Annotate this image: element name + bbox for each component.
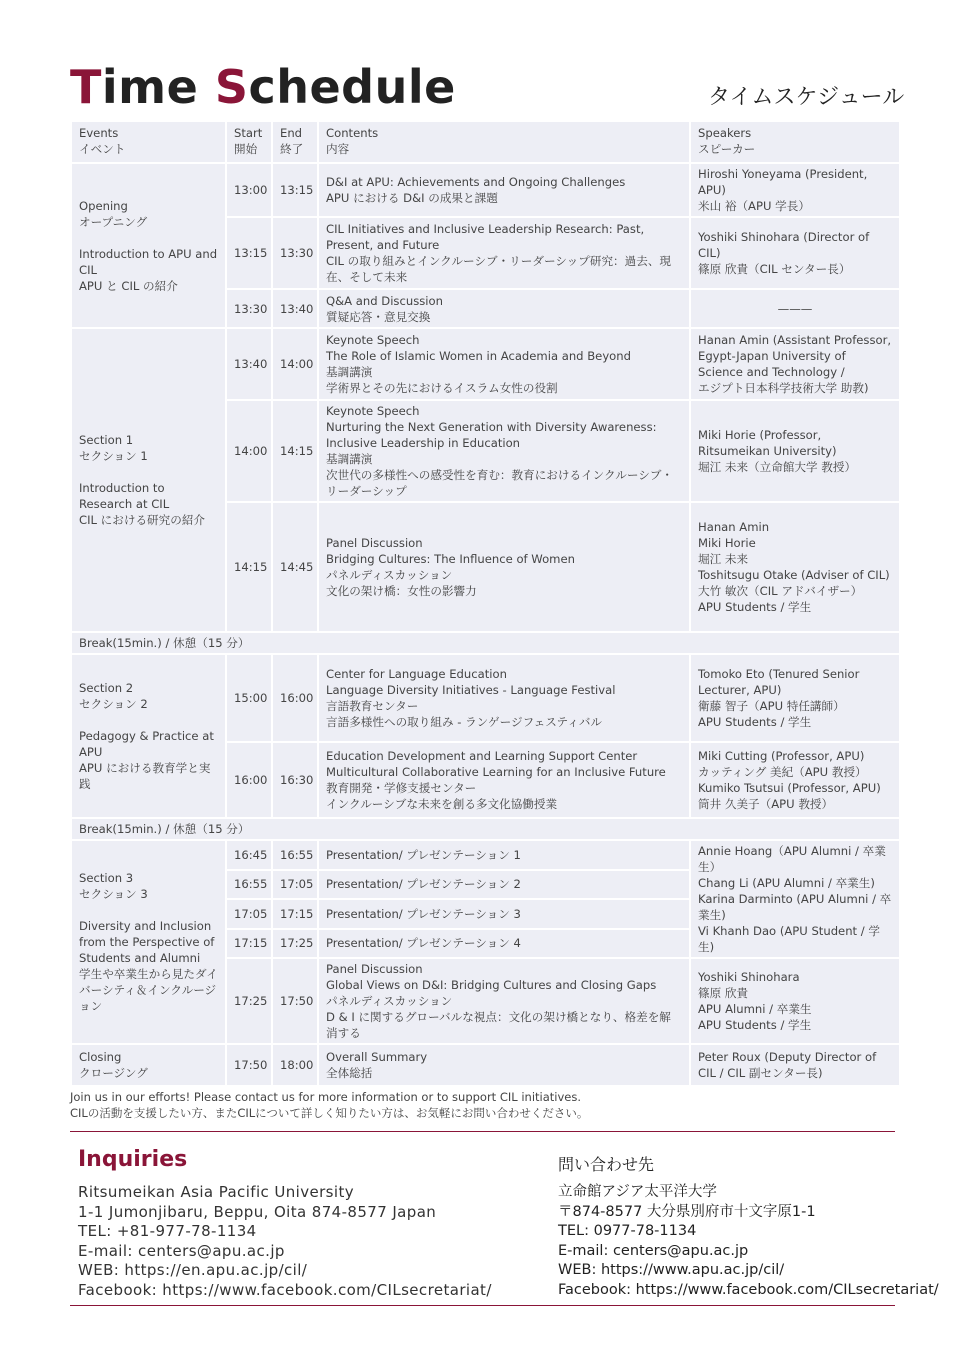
start-time: 17:50 [227, 1045, 271, 1085]
end-time: 17:05 [273, 871, 317, 899]
inquiries-english [78, 1183, 492, 1300]
start-time: 16:45 [227, 841, 271, 869]
break-row [72, 819, 899, 839]
end-time: 16:00 [273, 655, 317, 741]
end-time: 13:30 [273, 218, 317, 288]
inquiries-jp-title: 問い合わせ先 [558, 1155, 655, 1174]
content-cell: Overall Summary 全体総括 [319, 1045, 689, 1085]
start-time: 14:00 [227, 401, 271, 501]
speaker-cell: Annie Hoang（APU Alumni / 卒業生） Chang Li (APU Alumni / 卒業生) Karina Darminto (APU Alumni / 卒業生) Vi Khanh Dao (APU Student / 学生) [691, 841, 899, 957]
end-time: 17:25 [273, 930, 317, 958]
table-row [72, 164, 899, 216]
support-note [70, 1089, 588, 1121]
speaker-cell: Yoshiki Shinohara (Director of CIL) 篠原 欣貴（CIL センター長） [691, 218, 899, 288]
support-note-en: Join us in our efforts! Please contact us for more information or to support CIL initiatives. [70, 1090, 581, 1104]
content-cell: Presentation/ プレゼンテーション 1 [319, 841, 689, 869]
event-closing: Closing クロージング [72, 1045, 225, 1085]
speaker-cell: Miki Cutting (Professor, APU) カッティング 美紀（APU 教授） Kumiko Tsutsui (Professor, APU) 筒井 久美子（APU 教授） [691, 743, 899, 817]
speaker-cell: Yoshiki Shinohara 篠原 欣貴 APU Alumni / 卒業生 APU Students / 学生 [691, 959, 899, 1043]
start-time: 17:05 [227, 900, 271, 928]
page-subtitle: タイムスケジュール [708, 85, 905, 110]
end-time: 16:55 [273, 841, 317, 869]
end-time: 13:15 [273, 164, 317, 216]
end-time: 18:00 [273, 1045, 317, 1085]
event-opening: Opening オープニング Introduction to APU and CIL APU と CIL の紹介 [72, 164, 225, 327]
header-speakers: Speakers スピーカー [691, 122, 899, 162]
event-section-2: Section 2 セクション 2 Pedagogy & Practice at APU APU における教育学と実践 [72, 655, 225, 817]
speaker-dash: ——— [777, 301, 813, 316]
speaker-cell: Peter Roux (Deputy Director of CIL / CIL 副センター長) [691, 1045, 899, 1085]
end-time: 14:00 [273, 329, 317, 399]
end-time: 13:40 [273, 290, 317, 327]
content-cell: Center for Language Education Language Diversity Initiatives - Language Festival 言語教育センター 言語多様性への取り組み - ランゲージフェスティバル [319, 655, 689, 741]
inquiry-line[interactable]: WEB: https://www.apu.ac.jp/cil/ [558, 1262, 785, 1278]
end-time: 16:30 [273, 743, 317, 817]
header-contents: Contents 内容 [319, 122, 689, 162]
inquiry-line: 立命館アジア太平洋大学 [558, 1184, 717, 1200]
header-end: End 終了 [273, 122, 317, 162]
start-time: 16:55 [227, 871, 271, 899]
speaker-cell: Hanan Amin (Assistant Professor, Egypt-Japan University of Science and Technology / エジプト日本科学技術大学 助教) [691, 329, 899, 399]
content-cell: Education Development and Learning Support Center Multicultural Collaborative Learning for an Inclusive Future 教育開発・学修支援センター インクルーシブな未来を創る多文化協働授業 [319, 743, 689, 817]
title-letter-s: S [214, 60, 249, 114]
inquiry-line: TEL: +81-977-78-1134 [78, 1222, 257, 1240]
inquiries-title: Inquiries [78, 1147, 188, 1172]
start-time: 13:40 [227, 329, 271, 399]
content-cell: CIL Initiatives and Inclusive Leadership Research: Past, Present, and Future CIL の取り組みとインクルーシブ・リーダーシップ研究：過去、現在、そして未来 [319, 218, 689, 288]
content-cell: Keynote Speech The Role of Islamic Women in Academia and Beyond 基調講演 学術界とその先におけるイスラム女性の役割 [319, 329, 689, 399]
header-events: Events イベント [72, 122, 225, 162]
inquiries-japanese [558, 1183, 939, 1300]
end-time: 17:15 [273, 900, 317, 928]
start-time: 15:00 [227, 655, 271, 741]
inquiry-line[interactable]: E-mail: centers@apu.ac.jp [78, 1241, 285, 1260]
title-part: ime [101, 60, 215, 114]
table-header-row [72, 122, 899, 162]
inquiry-line[interactable]: Facebook: https://www.facebook.com/CILsecretariat/ [78, 1280, 492, 1299]
inquiry-line: 〒874-8577 大分県別府市十文字原1-1 [558, 1203, 816, 1220]
end-time: 14:45 [273, 503, 317, 631]
table-row [72, 1045, 899, 1085]
start-time: 16:00 [227, 743, 271, 817]
speaker-cell: Hiroshi Yoneyama (President, APU) 米山 裕（APU 学長） [691, 164, 899, 216]
divider-top [70, 1131, 895, 1132]
speaker-cell: Miki Horie (Professor, Ritsumeikan University) 堀江 未来（立命館大学 教授） [691, 401, 899, 501]
table-row [72, 841, 899, 869]
start-time: 13:15 [227, 218, 271, 288]
content-cell: Presentation/ プレゼンテーション 3 [319, 900, 689, 928]
start-time: 17:15 [227, 930, 271, 958]
start-time: 13:30 [227, 290, 271, 327]
inquiry-line: Ritsumeikan Asia Pacific University [78, 1183, 355, 1201]
schedule-table [70, 120, 901, 1087]
content-cell: Presentation/ プレゼンテーション 2 [319, 871, 689, 899]
speaker-cell [691, 290, 899, 327]
break-label: Break(15min.) / 休憩（15 分） [72, 633, 899, 653]
break-row [72, 633, 899, 653]
end-time: 14:15 [273, 401, 317, 501]
inquiry-line: 1-1 Jumonjibaru, Beppu, Oita 874-8577 Japan [78, 1202, 437, 1221]
end-time: 17:50 [273, 959, 317, 1043]
table-row [72, 655, 899, 741]
speaker-cell: Hanan Amin Miki Horie 堀江 未来 Toshitsugu Otake (Adviser of CIL) 大竹 敏次（CIL アドバイザー） APU Students / 学生 [691, 503, 899, 631]
divider-bottom [70, 1305, 895, 1306]
inquiry-line[interactable]: Facebook: https://www.facebook.com/CILsecretariat/ [558, 1281, 939, 1298]
title-letter-t: T [70, 60, 102, 114]
page-title [70, 60, 456, 114]
content-cell: Presentation/ プレゼンテーション 4 [319, 930, 689, 958]
content-cell: Panel Discussion Bridging Cultures: The Influence of Women パネルディスカッション 文化の架け橋：女性の影響力 [319, 503, 689, 631]
start-time: 14:15 [227, 503, 271, 631]
table-row [72, 329, 899, 399]
break-label: Break(15min.) / 休憩（15 分） [72, 819, 899, 839]
event-section-3: Section 3 セクション 3 Diversity and Inclusion from the Perspective of Students and Alumni 学生や卒業生から見たダイバーシティ＆インクルージョン [72, 841, 225, 1043]
header-start: Start 開始 [227, 122, 271, 162]
inquiry-line[interactable]: WEB: https://en.apu.ac.jp/cil/ [78, 1261, 308, 1279]
content-cell: Q&A and Discussion 質疑応答・意見交換 [319, 290, 689, 327]
content-cell: D&I at APU: Achievements and Ongoing Challenges APU における D&I の成果と課題 [319, 164, 689, 216]
title-part: chedule [248, 60, 456, 114]
start-time: 13:00 [227, 164, 271, 216]
content-cell: Keynote Speech Nurturing the Next Generation with Diversity Awareness: Inclusive Leadership in Education 基調講演 次世代の多様性への感受性を育む：教育におけるインクルーシブ・リーダーシップ [319, 401, 689, 501]
start-time: 17:25 [227, 959, 271, 1043]
content-cell: Panel Discussion Global Views on D&I: Bridging Cultures and Closing Gaps パネルディスカッション D & I に関するグローバルな視点：文化の架け橋となり、格差を解消する [319, 959, 689, 1043]
speaker-cell: Tomoko Eto (Tenured Senior Lecturer, APU) 衛藤 智子（APU 特任講師） APU Students / 学生 [691, 655, 899, 741]
event-section-1: Section 1 セクション 1 Introduction to Research at CIL CIL における研究の紹介 [72, 329, 225, 631]
inquiry-line: TEL: 0977-78-1134 [558, 1223, 697, 1239]
support-note-jp: CILの活動を支援したい方、またCILについて詳しく知りたい方は、お気軽にお問い合わせください。 [70, 1106, 589, 1120]
inquiry-line[interactable]: E-mail: centers@apu.ac.jp [558, 1242, 749, 1259]
